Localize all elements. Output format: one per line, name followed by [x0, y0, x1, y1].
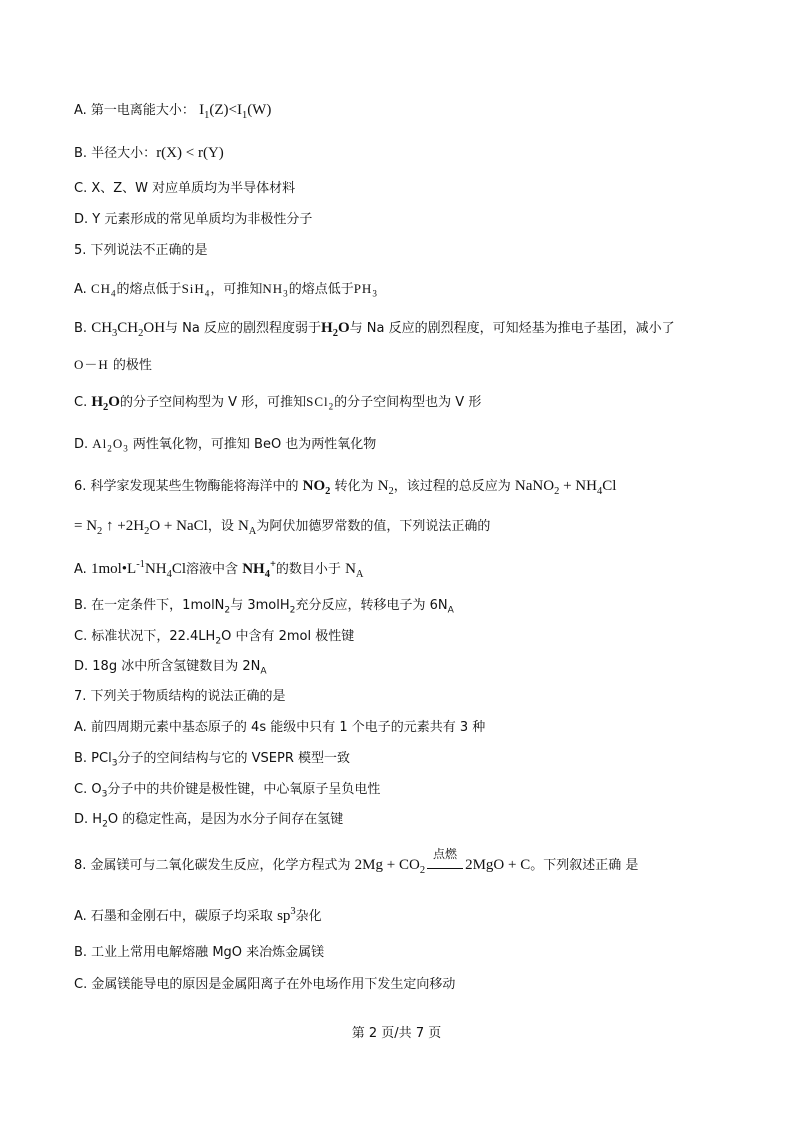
q6-option-a: A. $1mol•L^{-1}NH_4Cl$溶液中含 $NH_4^+$的数目小于 $N_A$ — [74, 559, 364, 580]
page-number: 第 2 页/共 7 页 — [351, 1026, 442, 1041]
reaction-condition: 点燃 — [425, 860, 465, 869]
q7-option-a: A. 前四周期元素中基态原子的 4s 能级中只有 1 个电子的元素共有 3 种 — [74, 720, 486, 735]
subscript: 1 — [241, 110, 248, 121]
option-text: B. 半径大小： — [74, 146, 157, 161]
q5-option-c: C. $H_2O$的分子空间构型为 V 形，可推知SCl$_2$的分子空间构型也为 V 形 — [74, 394, 482, 413]
formula: (Z)<I — [209, 102, 242, 118]
q7-option-c: C. $O_3$分子中的共价键是极性键，中心氧原子呈负电性 — [74, 782, 381, 800]
q8-option-a: A. 石墨和金刚石中，碳原子均采取 $sp^3$杂化 — [74, 906, 322, 924]
subscript: 1 — [204, 110, 210, 121]
q7-option-b: B. PCl$_3$分子的空间结构与它的 VSEPR 模型一致 — [74, 751, 351, 769]
question-6: 6. 科学家发现某些生物酶能将海洋中的 $NO_2$ 转化为 $N_2$，该过程的总反应为 NaNO$_2$ + $NH_4Cl$ — [74, 478, 617, 497]
q6-option-d: D. 18g 冰中所含氢键数目为 $2N_A$ — [74, 659, 267, 677]
q4-option-b — [74, 143, 224, 164]
question-8: 8. 金属镁可与二氧化碳发生反应，化学方程式为 $2Mg + CO_2$ 点燃 2MgO + C。下列叙述正确 是 — [74, 847, 639, 876]
formula: r(X) < r(Y) — [156, 145, 224, 161]
q7-option-d: D. $H_2O$ 的稳定性高，是因为水分子间存在氢键 — [74, 812, 344, 830]
q5-option-a: A. $CH_4$的熔点低于SiH$_4$，可推知$NH_3$的熔点低于$PH_3$ — [74, 281, 378, 299]
q5-option-d: D. $Al_2O_3$ 两性氧化物，可推知 BeO 也为两性氧化物 — [74, 436, 377, 454]
option-text: A. 第一电离能大小： — [74, 103, 195, 118]
q5-option-b-continued: O－H 的极性 — [74, 357, 152, 373]
formula: I — [199, 102, 205, 118]
q6-option-b: B. 在一定条件下，1molN$_2$与 3molH$_2$充分反应，转移电子为 $6N_A$ — [74, 598, 454, 616]
q5-option-b: B. $CH_3CH_2OH$与 Na 反应的剧烈程度弱于$H_2O$与 Na 反应的剧烈程度，可知烃基为推电子基团，减小了 — [74, 320, 675, 339]
q4-option-d: D. Y 元素形成的常见单质均为非极性分子 — [74, 212, 313, 227]
question-5: 5. 下列说法不正确的是 — [74, 243, 208, 258]
q6-option-c: C. 标准状况下，$22.4LH_2O$ 中含有 2mol 极性键 — [74, 629, 355, 647]
question-7: 7. 下列关于物质结构的说法正确的是 — [74, 689, 286, 704]
q4-option-c: C. X、Z、W 对应单质均为半导体材料 — [74, 181, 296, 196]
question-6-continued: = $N_2$ ↑ $+2H_2O$ + NaCl，设 $N_A$为阿伏加德罗常数的值，下列说法正确的 — [74, 518, 491, 537]
q8-option-c: C. 金属镁能导电的原因是金属阳离子在外电场作用下发生定向移动 — [74, 977, 456, 992]
formula: (W) — [247, 102, 272, 118]
q4-option-a — [74, 100, 271, 121]
q8-option-b: B. 工业上常用电解熔融 MgO 来冶炼金属镁 — [74, 945, 325, 960]
